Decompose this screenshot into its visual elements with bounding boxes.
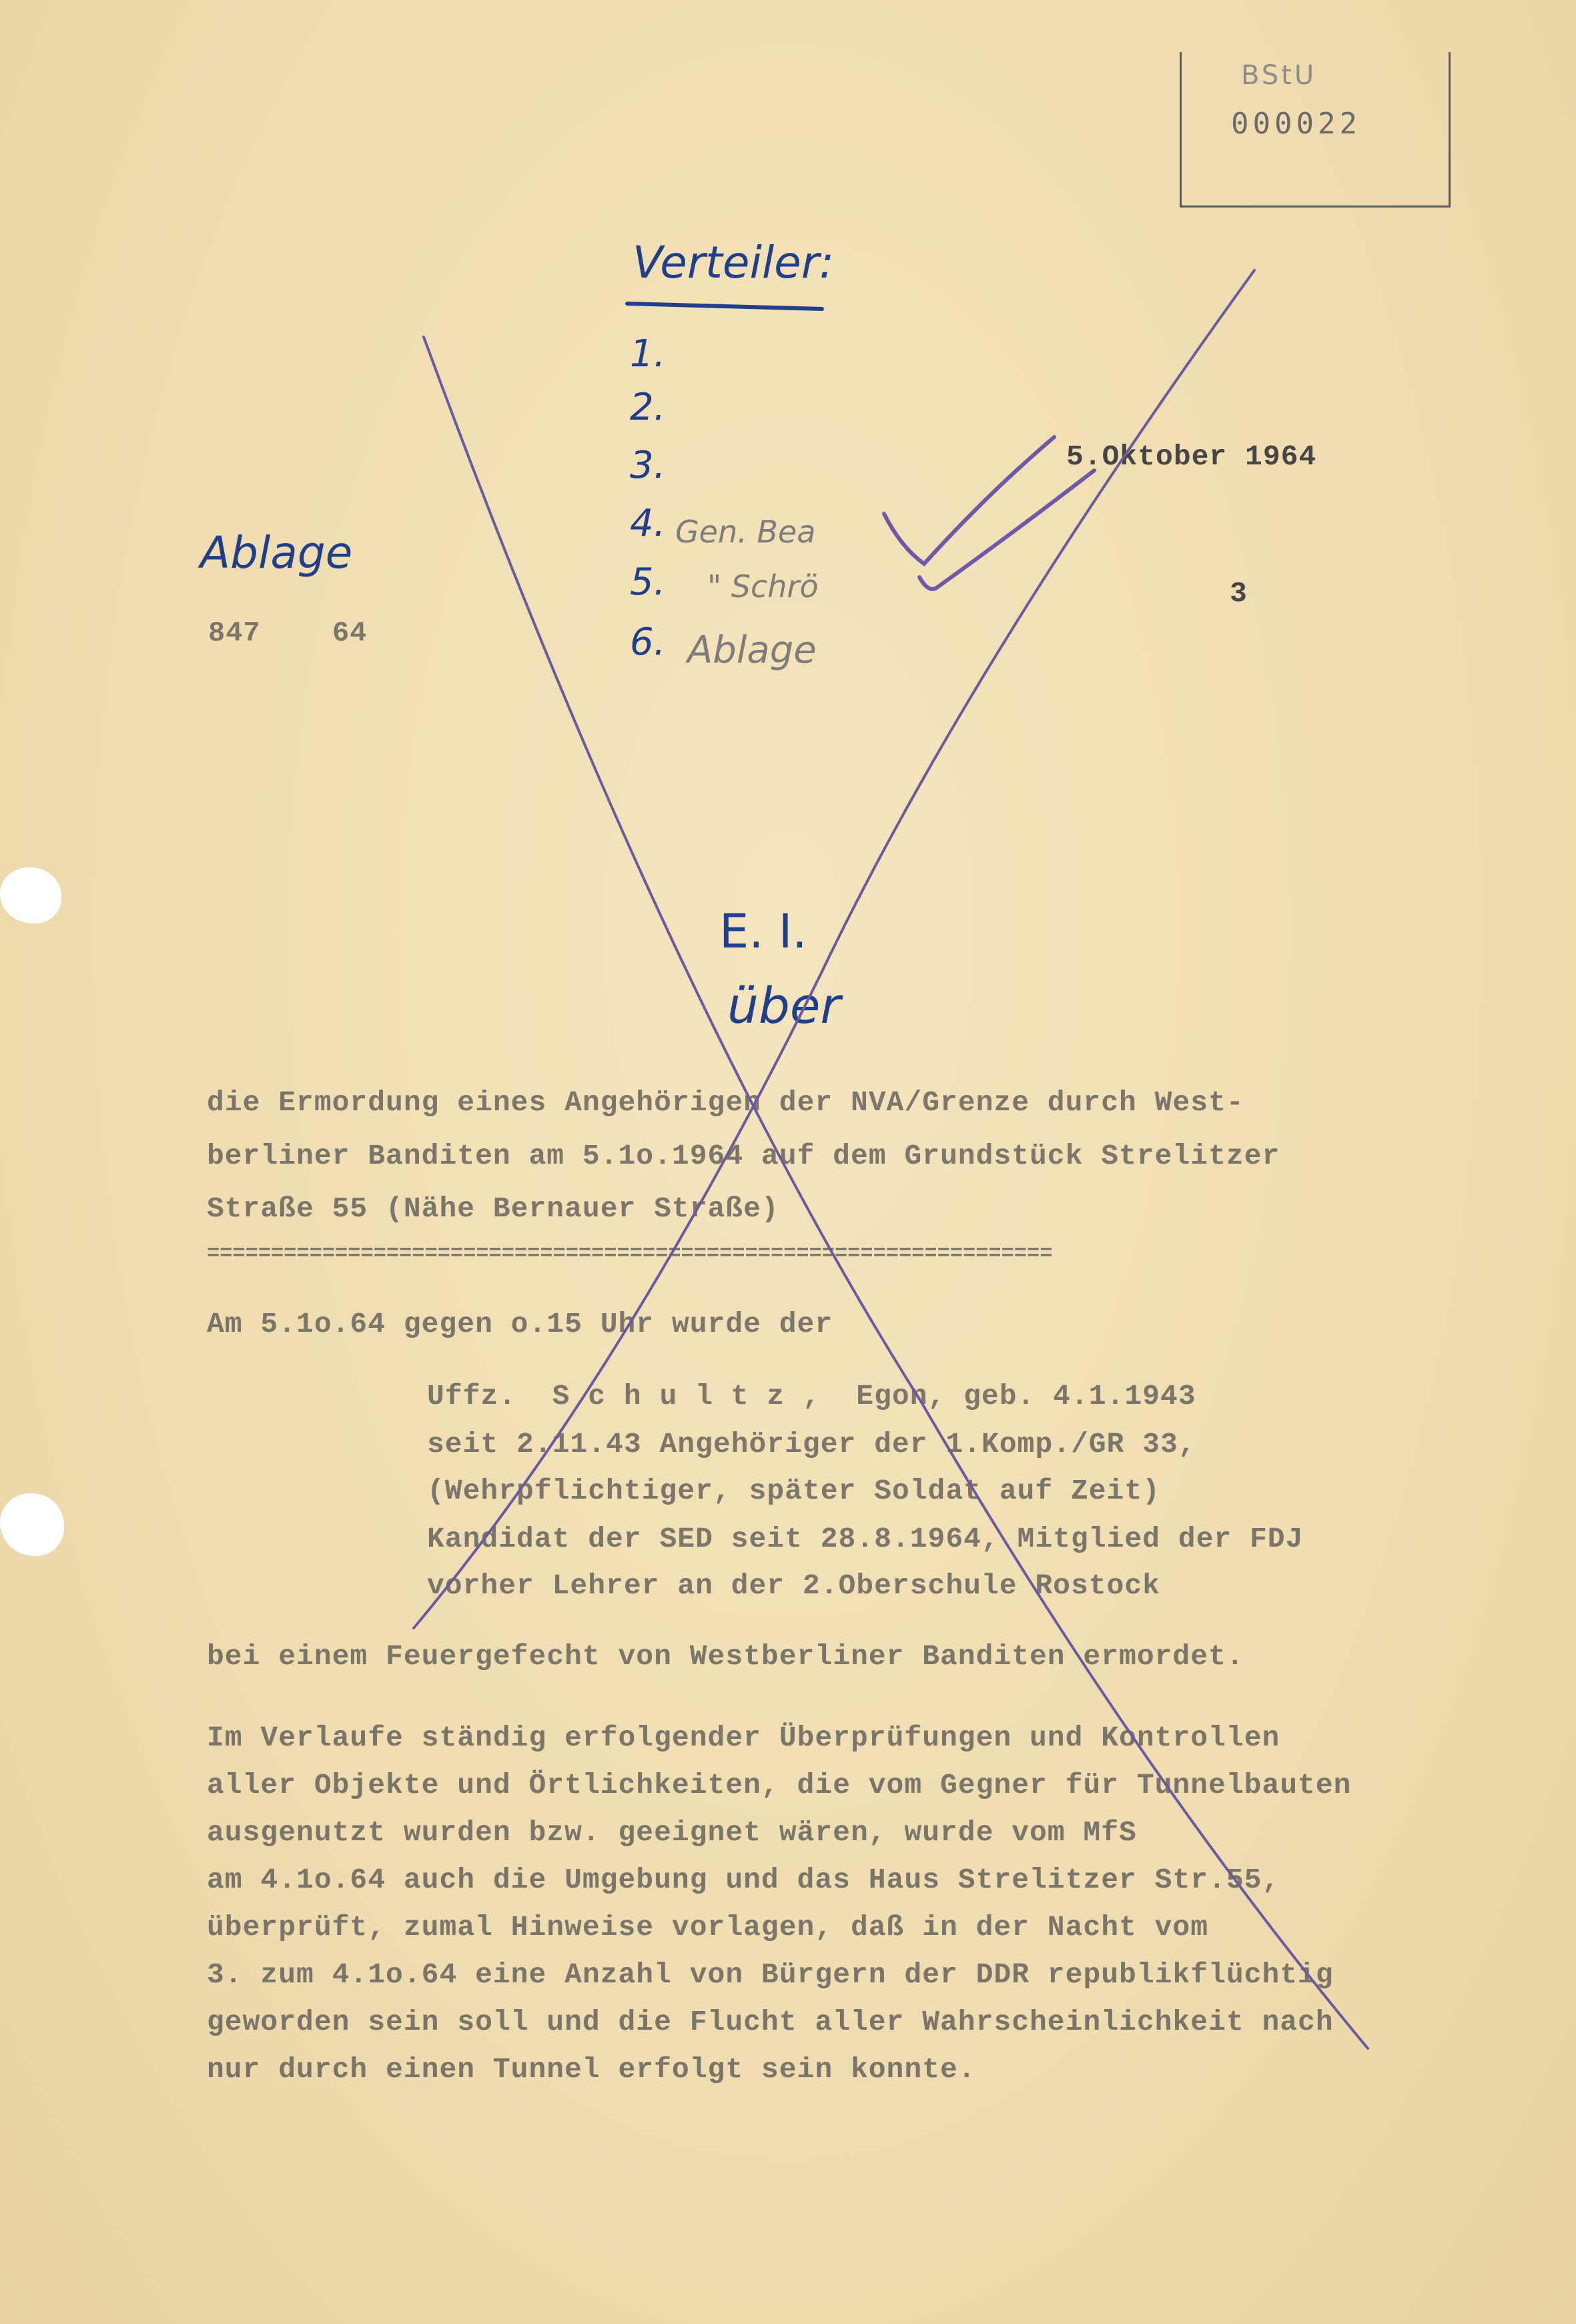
distribution-number-1: 1. bbox=[630, 332, 666, 376]
paragraph-line-6: 3. zum 4.1o.64 eine Anzahl von Bürgern der DDR republikflüchtig bbox=[207, 1958, 1334, 1991]
distribution-number-2: 2. bbox=[630, 386, 666, 429]
subject-underline: ================================================================== bbox=[207, 1241, 1053, 1266]
distribution-heading: Verteiler: bbox=[633, 237, 835, 288]
document-date: 5.Oktober 1964 bbox=[1066, 440, 1317, 473]
subject-line-1: die Ermordung eines Angehörigen der NVA/Grenze durch West- bbox=[207, 1086, 1244, 1119]
outcome-line: bei einem Feuergefecht von Westberliner Banditen ermordet. bbox=[207, 1640, 1244, 1673]
margin-ref-right: 64 bbox=[332, 617, 368, 649]
paragraph-line-1: Im Verlaufe ständig erfolgender Überprüfungen und Kontrollen bbox=[207, 1721, 1280, 1754]
copy-number: 3 bbox=[1230, 577, 1248, 610]
distribution-number-6: 6. bbox=[630, 621, 666, 664]
distribution-note-5: " Schrö bbox=[707, 568, 819, 605]
paragraph-line-8: nur durch einen Tunnel erfolgt sein konnte. bbox=[207, 2053, 976, 2086]
person-line-1: Uffz. S c h u l t z , Egon, geb. 4.1.1943 bbox=[427, 1380, 1196, 1413]
paragraph-line-4: am 4.1o.64 auch die Umgebung und das Haus Strelitzer Str.55, bbox=[207, 1864, 1280, 1896]
person-line-4: Kandidat der SED seit 28.8.1964, Mitglied der FDJ bbox=[427, 1523, 1304, 1555]
distribution-note-4: Gen. Bea bbox=[675, 514, 816, 550]
distribution-note-6: Ablage bbox=[687, 629, 817, 672]
margin-ref-left: 847 bbox=[208, 617, 261, 649]
distribution-number-3: 3. bbox=[630, 444, 666, 487]
distribution-number-5: 5. bbox=[630, 560, 666, 604]
archive-stamp-number: 000022 bbox=[1231, 107, 1361, 141]
person-line-2: seit 2.11.43 Angehöriger der 1.Komp./GR 33, bbox=[427, 1428, 1196, 1461]
title-ei: E. I. bbox=[719, 904, 807, 959]
intro-line: Am 5.1o.64 gegen o.15 Uhr wurde der bbox=[207, 1308, 833, 1340]
subject-line-2: berliner Banditen am 5.1o.1964 auf dem Grundstück Strelitzer bbox=[207, 1140, 1280, 1172]
margin-note-ablage: Ablage bbox=[200, 527, 353, 578]
person-line-3: (Wehrpflichtiger, später Soldat auf Zeit) bbox=[427, 1475, 1160, 1507]
paragraph-line-2: aller Objekte und Örtlichkeiten, die vom Gegner für Tunnelbauten bbox=[207, 1769, 1352, 1802]
paragraph-line-3: ausgenutzt wurden bzw. geeignet wären, wurde vom MfS bbox=[207, 1816, 1137, 1849]
distribution-number-4: 4. bbox=[630, 502, 666, 545]
title-ueber: über bbox=[727, 978, 841, 1035]
person-line-5: vorher Lehrer an der 2.Oberschule Rostock bbox=[427, 1569, 1160, 1602]
subject-line-3: Straße 55 (Nähe Bernauer Straße) bbox=[207, 1192, 779, 1225]
archive-stamp-label: BStU bbox=[1241, 60, 1317, 91]
paragraph-line-7: geworden sein soll und die Flucht aller Wahrscheinlichkeit nach bbox=[207, 2006, 1334, 2038]
paragraph-line-5: überprüft, zumal Hinweise vorlagen, daß in der Nacht vom bbox=[207, 1911, 1209, 1944]
